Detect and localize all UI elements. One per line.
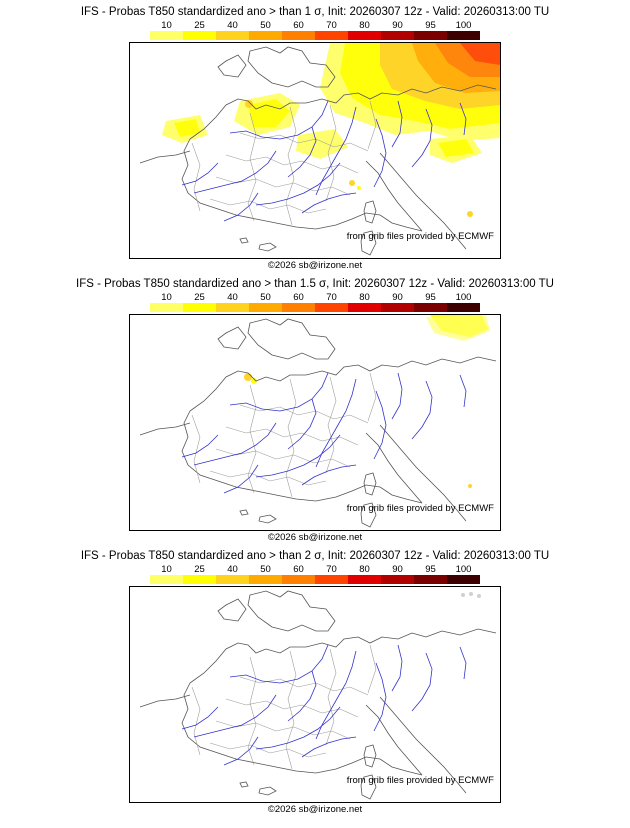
colorbar-swatch — [348, 31, 381, 40]
colorbar-tick: 70 — [326, 20, 337, 31]
colorbar-swatch — [414, 303, 447, 312]
colorbar-swatch — [381, 303, 414, 312]
colorbar-labels — [150, 20, 480, 31]
map-container-1 — [0, 42, 630, 259]
colorbar-tick: 100 — [455, 20, 472, 31]
colorbar-tick: 10 — [161, 564, 172, 575]
colorbar-3 — [0, 564, 630, 584]
probability-shading — [162, 43, 500, 217]
colorbar-tick: 90 — [392, 20, 403, 31]
colorbar-swatch — [216, 31, 249, 40]
colorbar-gradient — [150, 575, 480, 584]
colorbar-tick: 25 — [194, 564, 205, 575]
colorbar-tick: 40 — [227, 292, 238, 303]
colorbar-swatch — [183, 303, 216, 312]
map-container-2 — [0, 314, 630, 531]
colorbar-tick: 40 — [227, 20, 238, 31]
colorbar-swatch — [315, 31, 348, 40]
colorbar-tick: 95 — [425, 292, 436, 303]
ecmwf-source-note: from grib files provided by ECMWF — [346, 503, 494, 514]
colorbar-tick: 60 — [293, 564, 304, 575]
colorbar-swatch — [381, 575, 414, 584]
colorbar-tick: 100 — [455, 292, 472, 303]
colorbar-tick: 95 — [425, 564, 436, 575]
panel-title: IFS - Probas T850 standardized ano > than 2 σ, Init: 20260307 12z - Valid: 20260313:00 TU — [80, 550, 550, 562]
colorbar-swatch — [282, 575, 315, 584]
panel-title: IFS - Probas T850 standardized ano > than 1 σ, Init: 20260307 12z - Valid: 20260313:00 TU — [80, 6, 550, 18]
colorbar-swatch — [183, 31, 216, 40]
forecast-panel-2 — [0, 272, 630, 544]
colorbar-swatch — [348, 575, 381, 584]
colorbar-swatch — [282, 31, 315, 40]
colorbar-tick: 90 — [392, 292, 403, 303]
colorbar-swatch — [249, 31, 282, 40]
colorbar-tick: 90 — [392, 564, 403, 575]
colorbar-tick: 40 — [227, 564, 238, 575]
borders-layer — [192, 373, 376, 497]
colorbar-swatch — [150, 575, 183, 584]
colorbar-swatch — [249, 575, 282, 584]
colorbar-tick: 80 — [359, 292, 370, 303]
colorbar-tick: 50 — [260, 564, 271, 575]
colorbar-gradient — [150, 31, 480, 40]
forecast-panel-1 — [0, 0, 630, 272]
colorbar-swatch — [183, 575, 216, 584]
colorbar-tick: 70 — [326, 564, 337, 575]
colorbar-swatch — [348, 303, 381, 312]
copyright-credit: ©2026 sb@irizone.net — [267, 532, 363, 543]
colorbar-tick: 80 — [359, 564, 370, 575]
colorbar-tick: 50 — [260, 20, 271, 31]
colorbar-swatch — [282, 303, 315, 312]
colorbar-tick: 60 — [293, 20, 304, 31]
colorbar-swatch — [447, 31, 480, 40]
colorbar-swatch — [315, 303, 348, 312]
colorbar-swatch — [216, 303, 249, 312]
forecast-panel-3 — [0, 544, 630, 816]
colorbar-swatch — [447, 575, 480, 584]
colorbar-swatch — [150, 31, 183, 40]
forecast-map[interactable] — [129, 314, 501, 531]
colorbar-tick: 95 — [425, 20, 436, 31]
colorbar-tick: 50 — [260, 292, 271, 303]
rivers-layer — [182, 645, 466, 765]
colorbar-swatch — [249, 303, 282, 312]
copyright-credit: ©2026 sb@irizone.net — [267, 260, 363, 271]
colorbar-swatch — [447, 303, 480, 312]
colorbar-tick: 80 — [359, 20, 370, 31]
colorbar-swatch — [381, 31, 414, 40]
panel-title: IFS - Probas T850 standardized ano > than 1.5 σ, Init: 20260307 12z - Valid: 20260313:00 TU — [76, 278, 554, 290]
probability-shading — [244, 315, 490, 488]
rivers-layer — [182, 373, 466, 493]
colorbar-swatch — [414, 575, 447, 584]
colorbar-swatch — [150, 303, 183, 312]
coastline-layer — [140, 591, 496, 799]
borders-layer — [192, 645, 376, 769]
map-container-3 — [0, 586, 630, 803]
colorbar-swatch — [414, 31, 447, 40]
probability-shading — [461, 592, 481, 598]
colorbar-swatch — [315, 575, 348, 584]
colorbar-tick: 60 — [293, 292, 304, 303]
forecast-map[interactable] — [129, 586, 501, 803]
colorbar-tick: 10 — [161, 292, 172, 303]
colorbar-tick: 25 — [194, 292, 205, 303]
forecast-map[interactable] — [129, 42, 501, 259]
colorbar-tick: 70 — [326, 292, 337, 303]
colorbar-swatch — [216, 575, 249, 584]
ecmwf-source-note: from grib files provided by ECMWF — [346, 231, 494, 242]
colorbar-tick: 25 — [194, 20, 205, 31]
colorbar-gradient — [150, 303, 480, 312]
colorbar-2 — [0, 292, 630, 312]
colorbar-labels — [150, 564, 480, 575]
copyright-credit: ©2026 sb@irizone.net — [267, 804, 363, 815]
colorbar-tick: 10 — [161, 20, 172, 31]
ecmwf-source-note: from grib files provided by ECMWF — [346, 775, 494, 786]
colorbar-1 — [0, 20, 630, 40]
colorbar-tick: 100 — [455, 564, 472, 575]
coastline-layer — [140, 319, 496, 527]
colorbar-labels — [150, 292, 480, 303]
